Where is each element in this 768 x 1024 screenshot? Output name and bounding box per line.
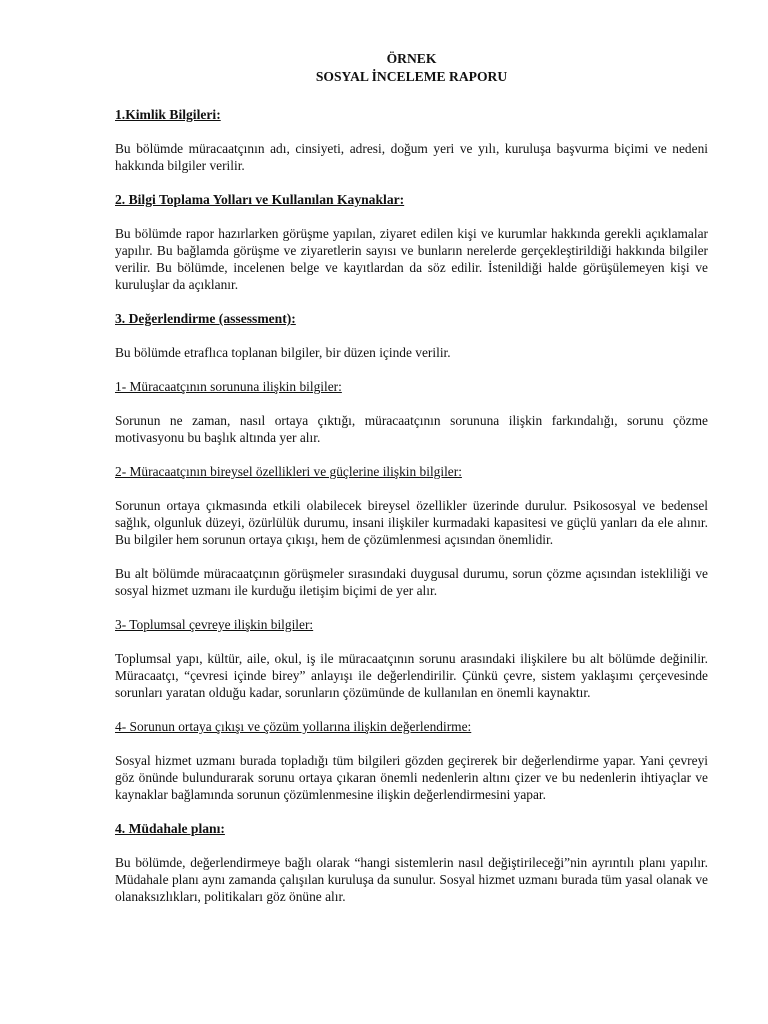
section-paragraph: Sosyal hizmet uzmanı burada topladığı tüm bilgileri gözden geçirerek bir değerlendirme yapar. Yani çevreyi göz önünde bulundurarak sorunu ortaya çıkaran önemli nedenlerin altını çizer ve bu nedenlerin ihtiyaçlar ve kaynaklar bağlamında sorunun çözümlenmesine ilişkin değerlendirmesini yapar. [115,753,708,802]
section-paragraph: Sorunun ortaya çıkmasında etkili olabilecek bireysel özellikler üzerinde durulur. Psikososyal ve bedensel sağlık, olgunluk düzeyi, özürlülük durumu, insani ilişkiler kurmadaki kapasitesi ve güçlü yanları da ele alınır. Bu bilgiler hem sorunun ortaya çıkışı, hem de çözümlenmesi açısından önemlidir. [115,498,708,547]
subsection-heading-bireysel: 2- Müracaatçının bireysel özellikleri ve güçlerine ilişkin bilgiler: [115,464,462,479]
subsection-heading-sorun: 1- Müracaatçının sorununa ilişkin bilgiler: [115,379,342,394]
document-title-label: ÖRNEK [386,51,437,66]
section-paragraph: Bu alt bölümde müracaatçının görüşmeler sırasındaki duygusal durumu, sorun çözme açısından istekliliği ve sosyal hizmet uzmanı ile kurduğu iletişim biçimi de yer alır. [115,566,708,598]
section-heading-mudahale: 4. Müdahale planı: [115,821,225,836]
section-heading-bilgi-toplama: 2. Bilgi Toplama Yolları ve Kullanılan Kaynaklar: [115,192,405,207]
section-heading-kimlik: 1.Kimlik Bilgileri: [115,107,221,122]
section-paragraph: Bu bölümde rapor hazırlarken görüşme yapılan, ziyaret edilen kişi ve kurumlar hakkında gerekli açıklamalar yapılır. Bu bağlamda görüşme ve ziyaretlerin sayısı ve bunların nerelerde gerçekleştirildiği hakkında bilgiler verilir. Bu bölümde, incelenen belge ve kayıtlardan da söz edilir. İstenildiği halde görüşülemeyen kişi ve kuruluşlar da açıklanır. [115,226,708,292]
document-title: SOSYAL İNCELEME RAPORU [315,69,508,84]
section-paragraph: Bu bölümde, değerlendirmeye bağlı olarak “hangi sistemlerin nasıl değiştirileceği”nin ayrıntılı planı yapılır. Müdahale planı aynı zamanda çalışılan kuruluşa da sunulur. Sosyal hizmet uzmanı burada tüm yasal olanak ve olanaksızlıkları, politikaları göz önüne alır. [115,855,708,904]
section-heading-degerlendirme: 3. Değerlendirme (assessment): [115,311,296,326]
section-paragraph: Bu bölümde etraflıca toplanan bilgiler, bir düzen içinde verilir. [115,345,451,360]
section-paragraph: Sorunun ne zaman, nasıl ortaya çıktığı, müracaatçının sorununa ilişkin farkındalığı, sorunu çözme motivasyonu bu başlık altında yer alır. [115,413,708,445]
section-paragraph: Bu bölümde müracaatçının adı, cinsiyeti, adresi, doğum yeri ve yılı, kuruluşa başvurma biçimi ve nedeni hakkında bilgiler verilir. [115,141,708,173]
section-paragraph: Toplumsal yapı, kültür, aile, okul, iş ile müracaatçının sorunu arasındaki ilişkilere bu alt bölümde değinilir. Müracaatçı, “çevresi içinde birey” anlayışı ile değerlendirilir. Çünkü çevre, sistem yaklaşımı çerçevesinde sorunları yaratan olduğu kadar, sorunların çözümünde de kullanılan en önemli kaynaktır. [115,651,708,700]
title-block [115,50,708,86]
subsection-heading-cozum: 4- Sorunun ortaya çıkışı ve çözüm yollarına ilişkin değerlendirme: [115,719,472,734]
subsection-heading-toplumsal: 3- Toplumsal çevreye ilişkin bilgiler: [115,617,314,632]
